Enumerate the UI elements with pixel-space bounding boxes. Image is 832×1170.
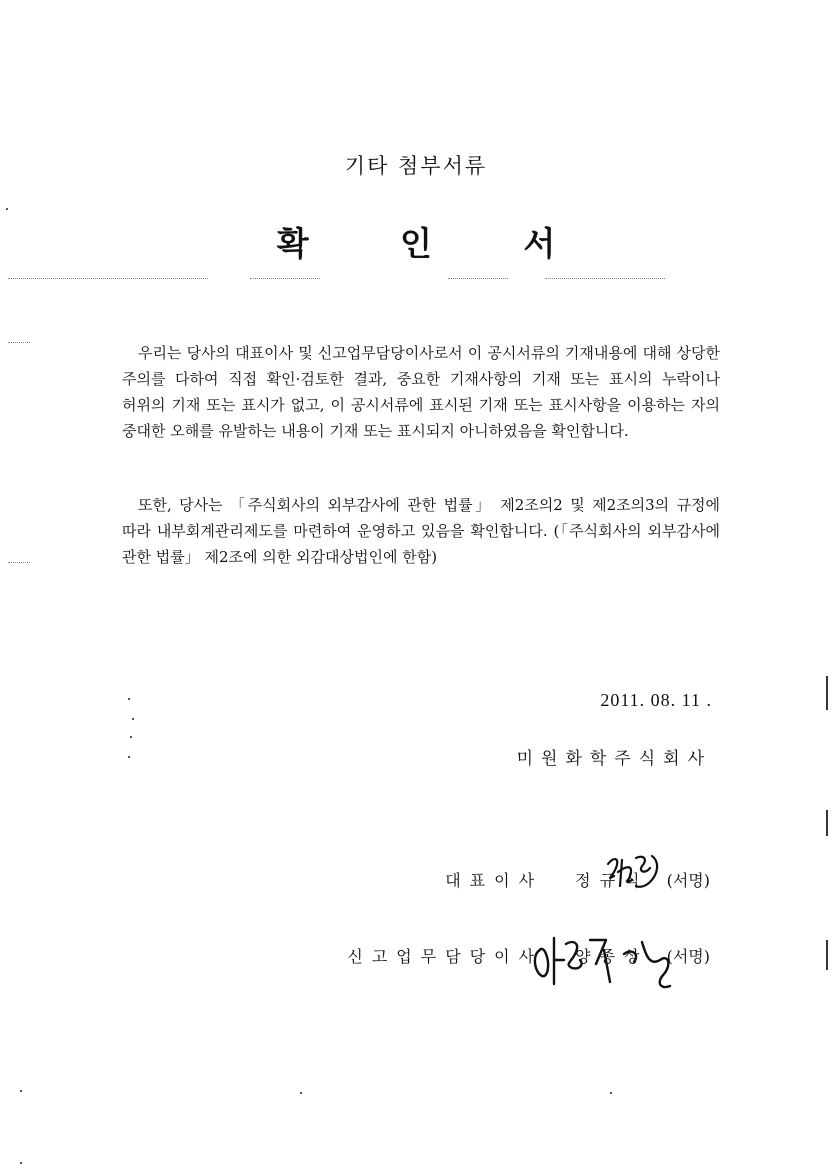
signer-name: 정규식 [575, 871, 649, 890]
paragraph-text: 우리는 당사의 대표이사 및 신고업무담당이사로서 이 공시서류의 기재내용에 대해 상당한 주의를 다하여 직접 확인·검토한 결과, 중요한 기재사항의 기재 또는 표시의 누락이나 허위의 기재 또는 표시가 없고, 이 공시서류에 표시된 기재 또는 표시사항을 이용하는 자의 중대한 오해를 유발하는 내용이 기재 또는 표시되지 아니하였음을 확인합니다. [122, 344, 720, 440]
scan-artifact-line [8, 342, 30, 343]
scan-artifact-line [545, 278, 665, 279]
scan-speck [132, 718, 134, 720]
scan-speck [300, 1092, 302, 1094]
document-subtitle: 기타 첨부서류 [344, 154, 488, 178]
company-name: 미원화학주식회사 [516, 749, 712, 769]
signer-row-ceo [445, 868, 710, 891]
signer-role: 신고업무담당이사 [347, 947, 544, 966]
scan-speck [20, 1090, 22, 1092]
signature-mark-label: (서명) [666, 947, 710, 966]
scan-edge-mark [826, 676, 828, 710]
scan-artifact-line [448, 278, 508, 279]
scan-artifact-line [8, 562, 30, 563]
scan-artifact-line [250, 278, 320, 279]
document-title: 확 인 서 [276, 224, 596, 263]
signer-role: 대표이사 [445, 871, 544, 890]
scan-speck [610, 1092, 612, 1094]
scan-artifact-line [8, 278, 208, 279]
scan-speck [6, 208, 8, 210]
signer-name: 양종상 [575, 947, 649, 966]
confirmation-paragraph-2 [122, 492, 720, 570]
scan-speck [128, 698, 130, 700]
signature-mark-label: (서명) [666, 871, 710, 890]
scan-edge-mark [826, 940, 828, 970]
scan-edge-mark [826, 810, 828, 836]
paragraph-text: 또한, 당사는 「주식회사의 외부감사에 관한 법률」 제2조의2 및 제2조의3의 규정에 따라 내부회계관리제도를 마련하여 운영하고 있음을 확인합니다. (「주식회사의 외부감사에 관한 법률」 제2조에 의한 외감대상법인에 한함) [122, 496, 720, 566]
signer-row-disclosure-officer [347, 944, 710, 967]
scan-speck [128, 756, 130, 758]
scan-speck [130, 736, 132, 738]
document-date: 2011. 08. 11 . [600, 690, 712, 710]
scan-speck [20, 1162, 22, 1164]
confirmation-paragraph-1 [122, 340, 720, 444]
